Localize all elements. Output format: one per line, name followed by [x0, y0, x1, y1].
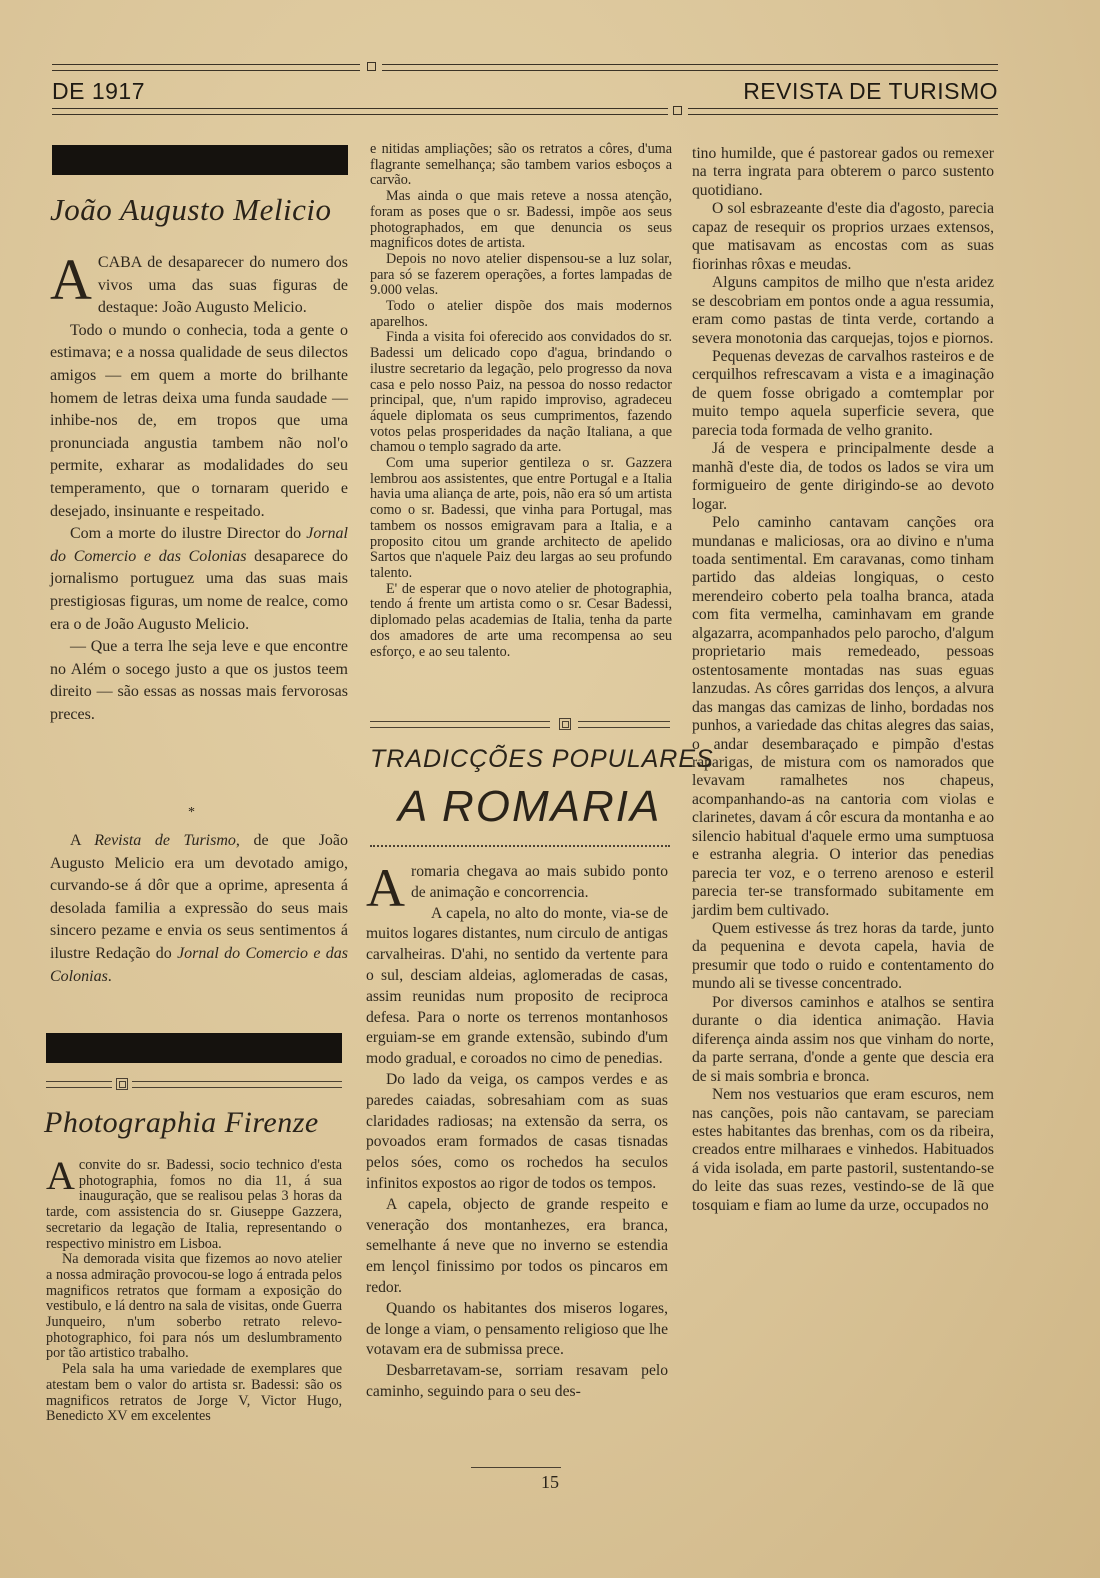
romaria-paragraph-5: Quando os habitantes dos miseros logares, de longe a viam, o pensamento religioso que lhe votavam era de submissa prece. — [366, 1299, 668, 1359]
separator-star: * — [188, 805, 195, 820]
section-ornament-2 — [559, 718, 571, 730]
obituary-title: João Augusto Melicio — [50, 192, 332, 227]
photographia-paragraph-1: Aconvite do sr. Badessi, socio technico d'esta photographia, fomos no dia 11, á sua inauguração, que se realisou pelas 3 horas da tarde, com assistencia do sr. Giuseppe Gazzera, secretario da legação de Italia, representando o respectivo ministro em Lisboa. — [46, 1153, 342, 1252]
romaria-col3-paragraph-1: tino humilde, que é pastorear gados ou remexer na terra ingrata para obterem o parco sustento quotidiano. — [692, 145, 994, 199]
obituary-paragraph-2: Todo o mundo o conhecia, toda a gente o estimava; e a nossa qualidade de seus dilectos amigos — em quem a morte do brilhante homem de letras deixa uma funda saudade — inhibe-nos de, em tropos que uma pronunciada angustia tambem não nol'o permite, exharar as modalidades do seu temperamento, que o tornaram querido e desejado, insinuante e respeitado. — [50, 321, 348, 520]
obituary-body — [50, 247, 349, 726]
photographia-paragraph-7: Finda a visita foi oferecido aos convidados do sr. Badessi um delicado copo d'agua, brindando o ilustre secretario da legação, pelo progresso da nova casa e pelo nosso Paiz, na pessoa do nosso redactor principal, que, n'um rapido improviso, agradeceu áquele diplomata os seus cumprimentos, fazendo votos pelas prosperidades da nação Italiana, a que chamou o templo sagrado da arte. — [370, 329, 672, 456]
romaria-col3-paragraph-3: Alguns campitos de milho que n'esta aridez se descobriam em pontos onde a agua ressumia, eram como pastas de tinta verde, cortando a severa monotonia das carquejas, tojos e piornos. — [692, 274, 994, 347]
tribute-paragraph: A Revista de Turismo, de que João Augusto Melicio era um devotado amigo, curvando-se á dôr que a oprime, apresenta á desolada familia a expressão do seus mais sincero pezame e envia os seus sentimentos á ilustre Redação do Jornal do Comercio e das Colonias. — [50, 832, 349, 985]
tradicoes-populares-heading: TRADICÇÕES POPULARES — [370, 745, 714, 773]
romaria-col3-paragraph-9: Nem nos vestuarios que eram escuros, nem nas canções, pois não cantavam, se pareciam estes habitantes das brenhas, com os da ribeira, creados entre milharaes e vinhedos. Habituados á vida isolada, em parte pastoril, sustentando-se do leite das suas rezes, vestindo-se de lã que tosquiam e fiam ao lume da urze, occupados no — [692, 1086, 994, 1214]
page-number: 15 — [541, 1472, 559, 1492]
romaria-col3-paragraph-7: Quem estivesse ás trez horas da tarde, junto da pequenina e devota capela, havia de presumir que todo o ruido e contentamento do mundo ali se tivesse concentrado. — [692, 920, 994, 993]
romaria-dotted-rule — [370, 845, 670, 847]
page-number-rule — [471, 1467, 561, 1468]
romaria-paragraph-4: A capela, objecto de grande respeito e veneração dos montanhezes, era branca, semelhante á neve que no inverno se estendia em lençol finissimo por todos os pincaros em redor. — [366, 1195, 668, 1296]
romaria-col3-paragraph-8: Por diversos caminhos e atalhos se sentira durante o dia identica animação. Havia diferença ainda assim nos que vinham do norte, da parte serrana, d'onde a gente que descia era de si mais sombria e bronca. — [692, 993, 994, 1085]
header-rule-top-left — [52, 64, 360, 71]
header-rule-bottom-left — [52, 108, 668, 115]
header-rule-bottom-right — [688, 108, 998, 115]
romaria-paragraph-2: A capela, no alto do monte, via-se de muitos logares distantes, num circulo de antigas carvalheiras. D'ahi, no sentido da vertente para o sul, desciam aldeias, aglomeradas de casas, assim reunidas num proposito de reciproca defesa. Para o norte os terrenos montanhosos erguiam-se em grande extensão, subindo d'um modo gradual, e coroados no cimo de penedias. — [366, 904, 668, 1068]
section-rule-left — [46, 1081, 112, 1088]
romaria-drop-cap: A — [366, 858, 405, 918]
photographia-paragraph-4: Mas ainda o que mais reteve a nossa atenção, foram as poses que o sr. Badessi, impõe aos seus photographados, em que denuncia os seus magnificos dotes de artista. — [370, 188, 672, 252]
section-rule-right — [132, 1081, 342, 1088]
obituary-paragraph-3: Com a morte do ilustre Director do Jornal do Comercio e das Colonias desaparece do jornalismo portuguez uma das suas mais prestigiosas figuras, um nome de realce, como era o de João Augusto Melicio. — [50, 525, 349, 633]
photographia-drop-cap: A — [46, 1153, 75, 1198]
mourning-bar-top — [52, 145, 348, 175]
photographia-paragraph-9: E' de esperar que o novo atelier de photographia, tendo á frente um artista como o sr. Cesar Badessi, diplomado pelas academias de Italia, tenha da parte dos amadores de arte uma recompensa ao seu esforço, e ao seu talento. — [370, 580, 672, 660]
romaria-paragraph-6: Desbarretavam-se, sorriam resavam pelo caminho, seguindo para o seu des- — [366, 1362, 668, 1400]
romaria-body — [366, 858, 668, 1403]
tribute-body — [50, 830, 348, 988]
romaria-col3-paragraph-6: Pelo caminho cantavam canções ora mundanas e maliciosas, ora ao divino e n'uma toada sentimental. Em caravanas, como tinham partido das aldeias longiquas, o cesto merendeiro coberto pela toalha branca, atada com fita vermelha, caminhavam em grande algazarra, acompanhados pelo parocho, d'algum proprietario mais remedeado, pessoas ostentosamente montadas nas suas eguas lanzudas. As côres garridas dos lenços, a alvura das mangas das camizas de linho, bordadas nos punhos, a variedade das chitas alegres das saias, o andar desembaraçado e pimpão d'estas raparigas, de mistura com os namorados que levavam ramalhetes nos chapeus, acompanhando-as na cantoria com violas e clarinetes, davam á côr escura da montanha e ao silencio habitual d'aquele ermo uma sumptuosa e estranha alegria. O interior das penedias parecia ter voz, e o terreno arenoso e esteril parecia ter-se transformado subitamente em jardim bem cultivado. — [692, 514, 994, 919]
photographia-paragraph-6: Todo o atelier dispõe dos mais modernos aparelhos. — [370, 298, 672, 330]
photographia-paragraph-3-cont: e nitidas ampliações; são os retratos a côres, d'uma flagrante semelhança; são tambem varios esboços a carvão. — [370, 141, 672, 189]
photographia-paragraph-8: Com uma superior gentileza o sr. Gazzera lembrou aos assistentes, que entre Portugal e a Italia havia uma aliança de arte, pois, não era só um artista como o sr. Badessi, que vinha para Portugal, mas tambem os nossos emigravam para a Italia, e a proposito citou um grande architecto de apelido Sartos que n'aquele Paiz deu largas ao seu profundo talento. — [370, 455, 672, 581]
romaria-paragraph-1: Aromaria chegava ao mais subido ponto de animação e concorrencia. — [366, 858, 668, 918]
photographia-continued — [370, 142, 672, 660]
mourning-bar-bottom — [46, 1033, 342, 1063]
romaria-col3-paragraph-4: Pequenas devezas de carvalhos rasteiros e de cerquilhos refrescavam a vista e a imaginação de quem fosse obrigado a comtemplar por muito tempo aquela superficie severa, que parecia toda formada de velho granito. — [692, 347, 994, 439]
header-rule-top-right — [382, 64, 998, 71]
romaria-paragraph-3: Do lado da veiga, os campos verdes e as paredes caiadas, sobresahiam com as suas claridades radiosas; na extensão da serra, os povoados eram formados de casas tisnadas pelos sóes, como os rochedos ha seculos infinitos expostos ao rigor de todos os tempos. — [366, 1070, 668, 1192]
section-rule-right-2 — [578, 721, 670, 728]
header-magazine-name: REVISTA DE TURISMO — [743, 78, 998, 104]
obituary-paragraph-4: — Que a terra lhe seja leve e que encontre no Além o socego justo a que os justos teem direito — são essas as nossas mais fervorosas preces. — [50, 638, 348, 723]
photographia-title: Photographia Firenze — [44, 1106, 319, 1139]
romaria-col3-paragraph-5: Já de vespera e principalmente desde a manhã d'este dia, de todos os lados se vira um formigueiro de gente dirigindo-se ao devoto logar. — [692, 440, 994, 513]
header-ornament-bottom — [673, 106, 682, 115]
romaria-continued — [692, 145, 994, 1215]
romaria-title: A ROMARIA — [398, 782, 662, 831]
photographia-paragraph-2: Na demorada visita que fizemos ao novo atelier a nossa admiração provocou-se logo á entrada pelos magnificos retratos que formam a exposição do vestibulo, e lá dentro na sala de visitas, onde Guerra Junqueiro, n'um soberbo retrato relevo-photographico, foi para nós um deslumbramento por tão artistico trabalho. — [46, 1251, 342, 1362]
romaria-col3-paragraph-2: O sol esbrazeante d'este dia d'agosto, parecia capaz de resequir os proprios urzaes extensos, que matisavam as encostas com as suas fiorinhas rôxas e meudas. — [692, 200, 994, 273]
section-ornament — [116, 1078, 128, 1090]
photographia-paragraph-5: Depois no novo atelier dispensou-se a luz solar, para só se fazerem operações, a fortes lampadas de 9.000 velas. — [370, 250, 672, 299]
photographia-paragraph-3: Pela sala ha uma variedade de exemplares que atestam bem o valor do artista sr. Badessi: são os magnificos retratos de Jorge V, Victor Hugo, Benedicto XV em excelentes — [46, 1361, 342, 1425]
obituary-paragraph-1: ACABA de desaparecer do numero dos vivos uma das suas figuras de destaque: João Augusto Melicio. — [50, 247, 348, 317]
header-ornament-top — [367, 62, 376, 71]
obituary-drop-cap: A — [50, 247, 92, 312]
section-rule-left-2 — [370, 721, 550, 728]
photographia-body — [46, 1153, 342, 1425]
header-date: DE 1917 — [52, 78, 146, 104]
